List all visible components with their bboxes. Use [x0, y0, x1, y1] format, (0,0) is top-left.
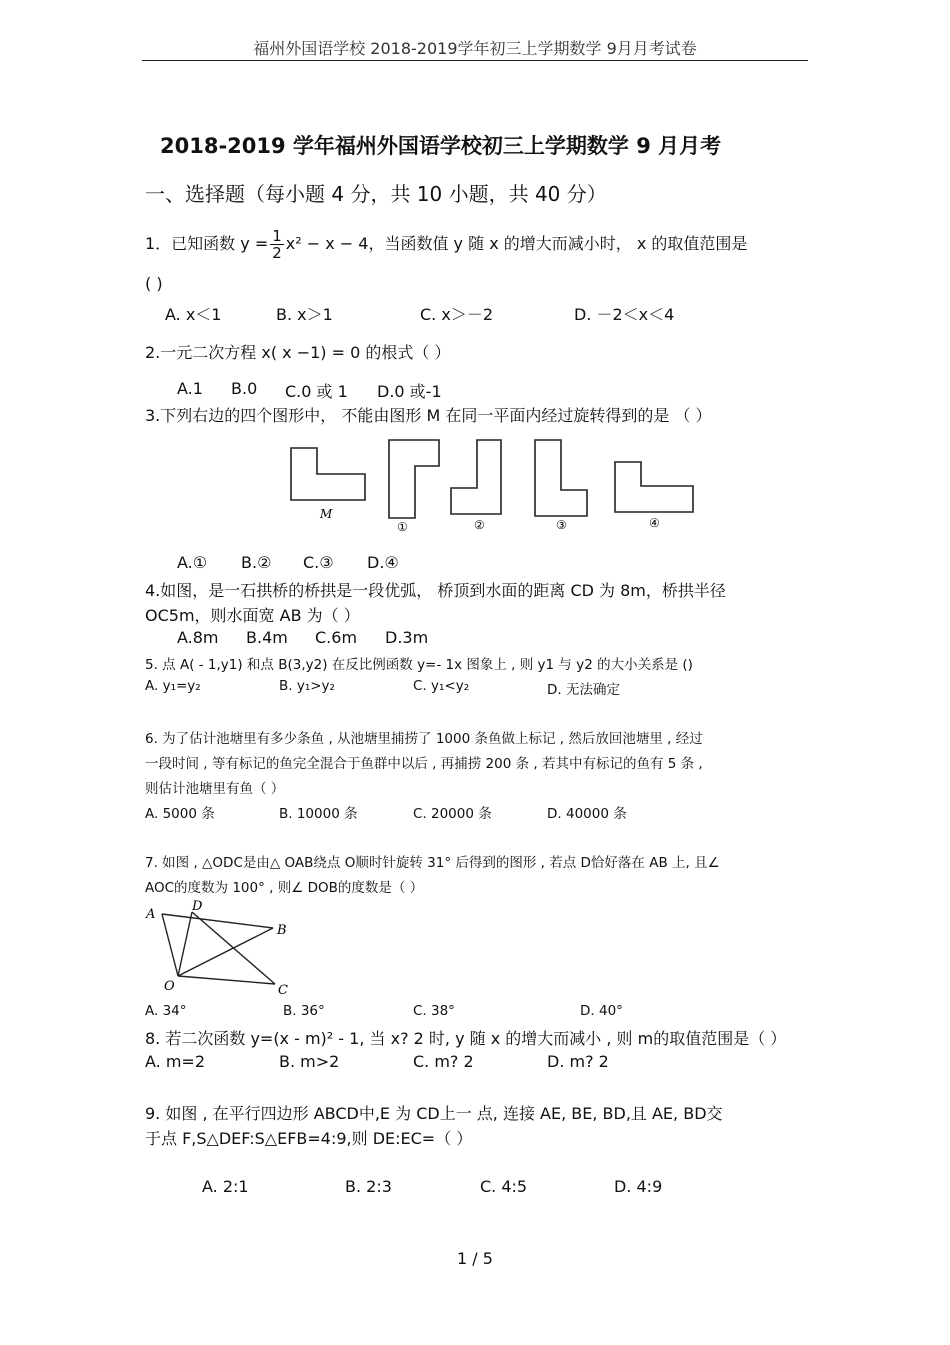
q7-option-b: B. 36°	[283, 1003, 325, 1019]
question-9-line-1: 9. 如图 , 在平行四边形 ABCD中,E 为 CD上一 点, 连接 AE, BE, BD,且 AE, BD交	[145, 1104, 723, 1123]
section-heading: 一、选择题（每小题 4 分，共 10 小题，共 40 分）	[145, 182, 607, 206]
q7-label-b: B	[277, 923, 287, 938]
q8-option-a: A. m=2	[145, 1052, 206, 1071]
question-6-line-3: 则估计池塘里有鱼（ ）	[145, 781, 285, 797]
question-5: 5. 点 A( - 1,y1) 和点 B(3,y2) 在反比例函数 y=- 1x 图象上 , 则 y1 与 y2 的大小关系是 ()	[145, 657, 693, 673]
question-6-line-1: 6. 为了估计池塘里有多少条鱼 , 从池塘里捕捞了 1000 条鱼做上标记 , 然后放回池塘里 , 经过	[145, 731, 703, 747]
q1-fraction	[270, 228, 284, 261]
question-4-line-1: 4.如图，是一石拱桥的桥拱是一段优弧， 桥顶到水面的距离 CD 为 8m，桥拱半径	[145, 581, 726, 600]
question-3: 3.下列右边的四个图形中， 不能由图形 M 在同一平面内经过旋转得到的是 （ ）	[145, 406, 712, 425]
q1-option-a: A. x＜1	[165, 305, 222, 324]
q1-frac-den: 2	[272, 244, 282, 262]
shape-2	[451, 440, 501, 514]
q3-option-d: D.④	[367, 553, 399, 572]
q4-option-a: A.8m	[177, 628, 219, 647]
q5-option-a: A. y₁=y₂	[145, 678, 201, 694]
q1-option-b: B. x＞1	[276, 305, 333, 324]
q1-option-c: C. x＞－2	[420, 305, 493, 324]
q9-option-c: C. 4:5	[480, 1177, 528, 1196]
question-4-line-2: OC5m，则水面宽 AB 为（ ）	[145, 606, 360, 625]
q6-option-c: C. 20000 条	[413, 806, 492, 822]
q7-label-a: A	[146, 907, 156, 922]
shape-1	[389, 440, 439, 518]
q3-option-b: B.②	[241, 553, 272, 572]
q1-suffix: x² − x − 4，当函数值 y 随 x 的增大而减小时， x 的取值范围是	[285, 234, 748, 253]
label-4: ④	[649, 516, 660, 530]
q8-option-b: B. m>2	[279, 1052, 340, 1071]
q7-figure	[140, 898, 300, 998]
q4-option-d: D.3m	[385, 628, 429, 647]
question-7-line-2: AOC的度数为 100° , 则∠ DOB的度数是（ ）	[145, 880, 424, 896]
label-1: ①	[397, 520, 408, 534]
q1-frac-num: 1	[272, 227, 282, 245]
q2-option-a: A.1	[177, 379, 203, 398]
q7-label-d: D	[192, 899, 203, 914]
question-2: 2.一元二次方程 x( x −1) = 0 的根式（ ）	[145, 343, 451, 362]
q5-option-c: C. y₁<y₂	[413, 678, 470, 694]
q1-prefix: 1．已知函数 y =	[145, 234, 269, 253]
q3-option-c: C.③	[303, 553, 334, 572]
q7-option-d: D. 40°	[580, 1003, 623, 1019]
header-rule	[142, 60, 808, 61]
q7-option-c: C. 38°	[413, 1003, 455, 1019]
q4-option-c: C.6m	[315, 628, 358, 647]
q9-option-b: B. 2:3	[345, 1177, 392, 1196]
q3-figure	[285, 436, 705, 538]
exam-title: 2018-2019 学年福州外国语学校初三上学期数学 9 月月考	[160, 134, 722, 158]
q6-option-b: B. 10000 条	[279, 806, 358, 822]
question-7-line-1: 7. 如图 , △ODC是由△ OAB绕点 O顺时针旋转 31° 后得到的图形 , 若点 D恰好落在 AB 上, 且∠	[145, 855, 720, 871]
q7-label-c: C	[278, 983, 288, 998]
q2-option-d: D.0 或-1	[377, 382, 442, 401]
q4-option-b: B.4m	[246, 628, 288, 647]
q1-option-d: D. －2＜x＜4	[574, 305, 675, 324]
q7-option-a: A. 34°	[145, 1003, 187, 1019]
q7-label-o: O	[164, 979, 175, 994]
shape-m	[291, 448, 365, 500]
q8-option-d: D. m? 2	[547, 1052, 609, 1071]
q8-option-c: C. m? 2	[413, 1052, 474, 1071]
q6-option-a: A. 5000 条	[145, 806, 215, 822]
q5-option-b: B. y₁>y₂	[279, 678, 335, 694]
page-number: 1 / 5	[457, 1249, 493, 1268]
question-8: 8. 若二次函数 y=(x - m)² - 1, 当 x? 2 时, y 随 x 的增大而减小 , 则 m的取值范围是（ ）	[145, 1029, 787, 1048]
q9-option-d: D. 4:9	[614, 1177, 663, 1196]
label-m: M	[320, 507, 333, 521]
question-6-line-2: 一段时间 , 等有标记的鱼完全混合于鱼群中以后 , 再捕捞 200 条 , 若其中有标记的鱼有 5 条 ,	[145, 756, 703, 772]
q5-option-d: D. 无法确定	[547, 682, 620, 698]
label-2: ②	[474, 518, 485, 532]
question-1	[145, 228, 747, 261]
q3-option-a: A.①	[177, 553, 208, 572]
q2-option-b: B.0	[231, 379, 258, 398]
question-9-line-2: 于点 F,S△DEF:S△EFB=4:9,则 DE:EC=（ ）	[145, 1129, 473, 1148]
q2-option-c: C.0 或 1	[285, 382, 348, 401]
shape-3	[535, 440, 587, 516]
page-header: 福州外国语学校 2018-2019学年初三上学期数学 9月月考试卷	[253, 39, 697, 58]
shape-4	[615, 462, 693, 512]
q9-option-a: A. 2:1	[202, 1177, 249, 1196]
q1-paren: ( )	[145, 274, 163, 293]
label-3: ③	[556, 518, 567, 532]
q6-option-d: D. 40000 条	[547, 806, 627, 822]
